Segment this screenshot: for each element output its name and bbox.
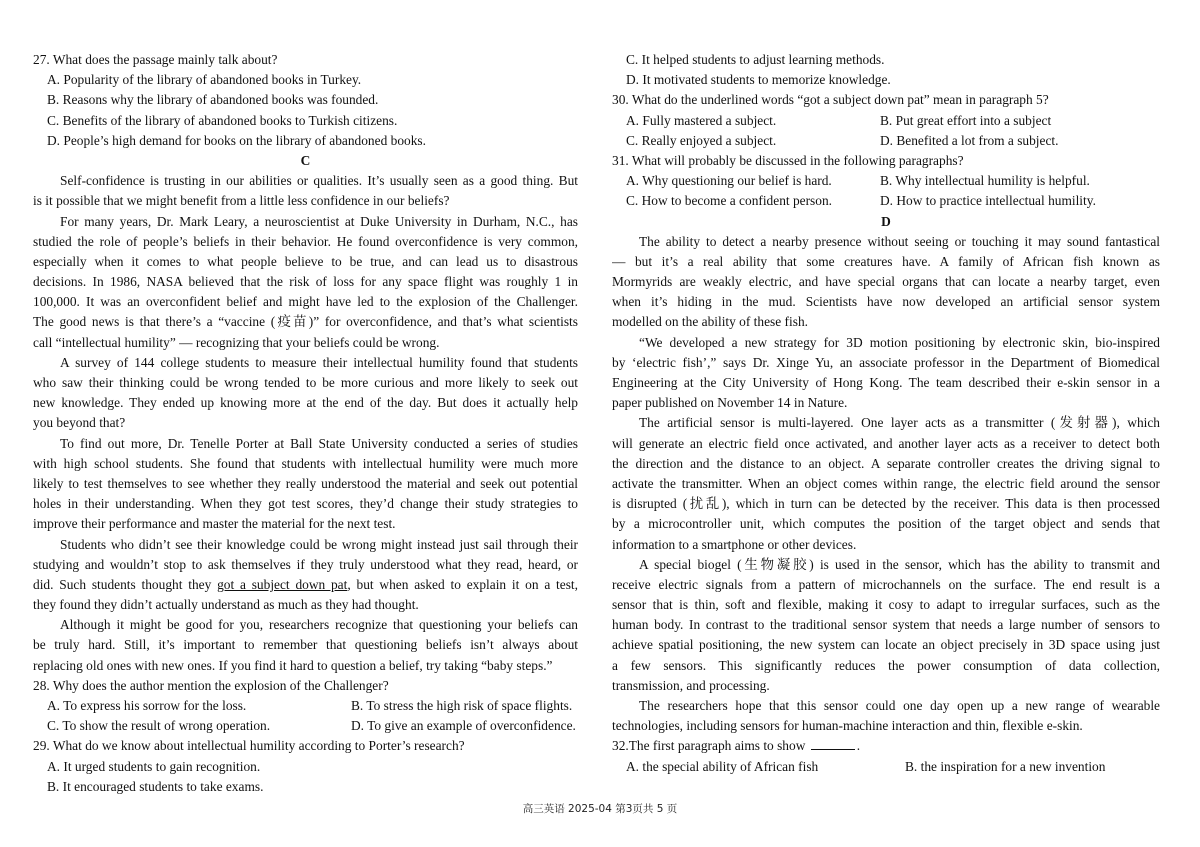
- question-28-stem: 28. Why does the author mention the explosion of the Challenger?: [33, 677, 389, 693]
- passage-line: who saw their thinking could be wrong tended to be more curious and more likely to seek out: [33, 375, 578, 390]
- passage-line: will generate an electric field once activated, and another layer acts as a receiver to detect both: [612, 435, 1160, 451]
- question-32-stem-line: [612, 736, 1160, 756]
- passage-line: is it possible that we might benefit from a little less confidence in our beliefs?: [33, 193, 450, 209]
- question-30-options-row-2: [612, 131, 1160, 151]
- passage-line: replacing old ones with new ones. If you find it hard to question a belief, try taking “baby steps.”: [33, 657, 553, 673]
- question-31-option-b: B. Why intellectual humility is helpful.: [880, 173, 1090, 189]
- question-28-option-d: D. To give an example of overconfidence.: [351, 718, 576, 734]
- passage-line: improve their performance and master the material for the next test.: [33, 516, 396, 532]
- question-28-option-a: A. To express his sorrow for the loss.: [47, 698, 247, 713]
- passage-line: human body. In contrast to the traditional sensor system that needs a large number of sensors to: [612, 617, 1160, 633]
- passage-line: Mormyrids are weakly electric, and have special organs that can locate a nearby target, even: [612, 274, 1160, 290]
- question-27-option-a: A. Popularity of the library of abandoned books in Turkey.: [47, 72, 362, 88]
- passage-line: achieve spatial positioning, the new system can locate an object precisely in 3D space using just: [612, 637, 1160, 653]
- passage-line: decisions. In 1986, NASA believed that the risk of loss for any space flight was roughly 1 in: [33, 274, 578, 290]
- passage-line: A survey of 144 college students to measure their intellectual humility found that students: [60, 354, 578, 370]
- question-28-options-row-1: [33, 696, 578, 716]
- passage-line: activate the transmitter. When an object comes within range, the electric field around the sensor: [612, 475, 1160, 491]
- question-30-option-d: D. Benefited a lot from a subject.: [880, 132, 1059, 148]
- question-32-option-a: A. the special ability of African fish: [626, 758, 819, 774]
- section-c-heading: C: [300, 152, 311, 168]
- question-29-option-c: C. It helped students to adjust learning methods.: [626, 52, 885, 67]
- question-32-stem-end: .: [856, 738, 861, 754]
- passage-line: when it’s hiding in the mud. Scientists have now developed an artificial sensor system: [612, 294, 1160, 310]
- passage-line: studying and wouldn’t stop to ask themselves if they truly understood what they read, heard, or: [33, 556, 578, 572]
- left-column: [33, 50, 578, 797]
- passage-line: The artificial sensor is multi-layered. One layer acts as a transmitter (发射器), which: [639, 415, 1160, 431]
- passage-line: is disrupted (扰乱), which in turn can be detected by the receiver. This data is then processed: [612, 496, 1160, 512]
- passage-line: The good news is that there’s a “vaccine (疫苗)” for overconfidence, and that’s what scientists: [33, 314, 578, 330]
- passage-line: they found they didn’t actually understand as much as they had thought.: [33, 597, 419, 613]
- question-27-option-c: C. Benefits of the library of abandoned books to Turkish citizens.: [47, 112, 398, 128]
- question-31-option-a: A. Why questioning our belief is hard.: [626, 173, 832, 189]
- question-32-option-b: B. the inspiration for a new invention: [905, 758, 1106, 774]
- question-32-options-row-1: [612, 757, 1160, 777]
- question-31-option-c: C. How to become a confident person.: [626, 193, 833, 209]
- question-30-option-a: A. Fully mastered a subject.: [626, 112, 777, 128]
- passage-line: Engineering at the City University of Hong Kong. The team described their e-skin sensor in a: [612, 375, 1160, 390]
- passage-line: information to a smartphone or other devices.: [612, 536, 857, 552]
- passage-line: holes in their understanding. When they got test scores, they’d change their study strategies to: [33, 496, 578, 512]
- section-d-heading: D: [881, 213, 891, 229]
- question-29-stem: 29. What do we know about intellectual humility according to Porter’s research?: [33, 738, 465, 754]
- page-footer: 高三英语 2025-04 第3页共 5 页: [522, 803, 678, 815]
- passage-line: Although it might be good for you, researchers recognize that questioning your beliefs can: [60, 617, 578, 633]
- passage-text: , but when asked to explain it on a test,: [347, 576, 578, 592]
- passage-line: receive electric signals from a pattern of microchannels on the surface. The end result is a: [612, 576, 1160, 592]
- passage-line: by ‘electric fish’,” says Dr. Xinge Yu, an associate professor in the Department of Biomedical: [612, 354, 1160, 370]
- question-28-options-row-2: [33, 716, 578, 736]
- question-31-options-row-1: [612, 171, 1160, 191]
- passage-line: 100,000. It was an overconfident belief and might have led to the explosion of the Challenger.: [33, 294, 578, 310]
- passage-line: — but it’s a real ability that some creatures have. A family of African fish known as: [612, 253, 1160, 269]
- underlined-phrase: got a subject down pat: [217, 576, 348, 592]
- right-column: [612, 50, 1160, 777]
- passage-line: by a microcontroller unit, which computes the position of the target object and sends that: [612, 516, 1160, 532]
- question-29-option-a: A. It urged students to gain recognition.: [47, 758, 261, 774]
- question-28-option-c: C. To show the result of wrong operation.: [47, 718, 271, 734]
- passage-line: transmission, and processing.: [612, 677, 770, 693]
- passage-line: be truly hard. Still, it’s important to remember that questioning beliefs isn’t always about: [33, 637, 578, 653]
- passage-line: Students who didn’t see their knowledge could be wrong might instead just sail through their: [60, 536, 578, 552]
- passage-line: you beyond that?: [33, 415, 126, 431]
- answer-blank: [811, 737, 855, 750]
- passage-line: To find out more, Dr. Tenelle Porter at Ball State University conducted a series of studies: [60, 435, 578, 451]
- passage-line: new knowledge. They ended up knowing more at the end of the day. But does it actually help: [33, 395, 578, 411]
- passage-line: especially when it comes to what people believe to be true, and can lead us to disastrous: [33, 253, 578, 269]
- passage-line: For many years, Dr. Mark Leary, a neuroscientist at Duke University in Durham, N.C., has: [60, 213, 578, 229]
- passage-line: likely to test themselves to see whether they really understood the material and seek out potential: [33, 475, 578, 491]
- passage-line: a few sensors. This significantly reduces the power consumption of data collection,: [612, 657, 1160, 673]
- passage-line: the direction and the distance to an object. A separate controller creates the driving signal to: [612, 455, 1160, 471]
- passage-line: sensor that is thin, soft and flexible, making it cosy to adapt to irregular surfaces, such as the: [612, 597, 1160, 613]
- passage-line: “We developed a new strategy for 3D motion positioning by electronic skin, bio-inspired: [639, 334, 1160, 350]
- question-31-option-d: D. How to practice intellectual humility.: [880, 193, 1096, 209]
- question-29-option-d: D. It motivated students to memorize knowledge.: [626, 72, 891, 88]
- question-27-option-b: B. Reasons why the library of abandoned books was founded.: [47, 92, 379, 108]
- question-27-stem: 27. What does the passage mainly talk about?: [33, 52, 278, 67]
- question-31-options-row-2: [612, 191, 1160, 211]
- question-30-option-c: C. Really enjoyed a subject.: [626, 132, 777, 148]
- question-30-stem: 30. What do the underlined words “got a subject down pat” mean in paragraph 5?: [612, 92, 1049, 108]
- question-30-option-b: B. Put great effort into a subject: [880, 112, 1052, 128]
- passage-line: The ability to detect a nearby presence without seeing or touching it may sound fantastical: [639, 233, 1160, 249]
- question-27-option-d: D. People’s high demand for books on the library of abandoned books.: [47, 132, 426, 148]
- question-29-option-b: B. It encouraged students to take exams.: [47, 778, 264, 794]
- passage-line: with high school students. She found that students with intellectual humility were much more: [33, 455, 578, 471]
- passage-text: did. Such students thought they: [33, 576, 218, 592]
- passage-line: paper published on November 14 in Nature.: [612, 395, 848, 411]
- passage-line: technologies, including sensors for human-machine interaction and thin, flexible e-skin.: [612, 718, 1083, 734]
- passage-line: A special biogel (生物凝胶) is used in the sensor, which has the ability to transmit and: [639, 556, 1160, 572]
- passage-line-with-underline: [33, 575, 578, 595]
- passage-line: The researchers hope that this sensor could one day open up a new range of wearable: [639, 698, 1160, 713]
- passage-line: modelled on the ability of these fish.: [612, 314, 808, 330]
- question-30-options-row-1: [612, 111, 1160, 131]
- question-28-option-b: B. To stress the high risk of space flights.: [351, 698, 573, 713]
- passage-line: call “intellectual humility” — recognizing that your beliefs could be wrong.: [33, 334, 440, 350]
- passage-line: Self-confidence is trusting in our abilities or qualities. It’s usually seen as a good thing. But: [60, 173, 578, 189]
- question-31-stem: 31. What will probably be discussed in the following paragraphs?: [612, 152, 964, 168]
- passage-line: studied the role of people’s beliefs in their behavior. He found overconfidence is very common,: [33, 233, 578, 249]
- question-32-stem: 32.The first paragraph aims to show: [612, 738, 806, 754]
